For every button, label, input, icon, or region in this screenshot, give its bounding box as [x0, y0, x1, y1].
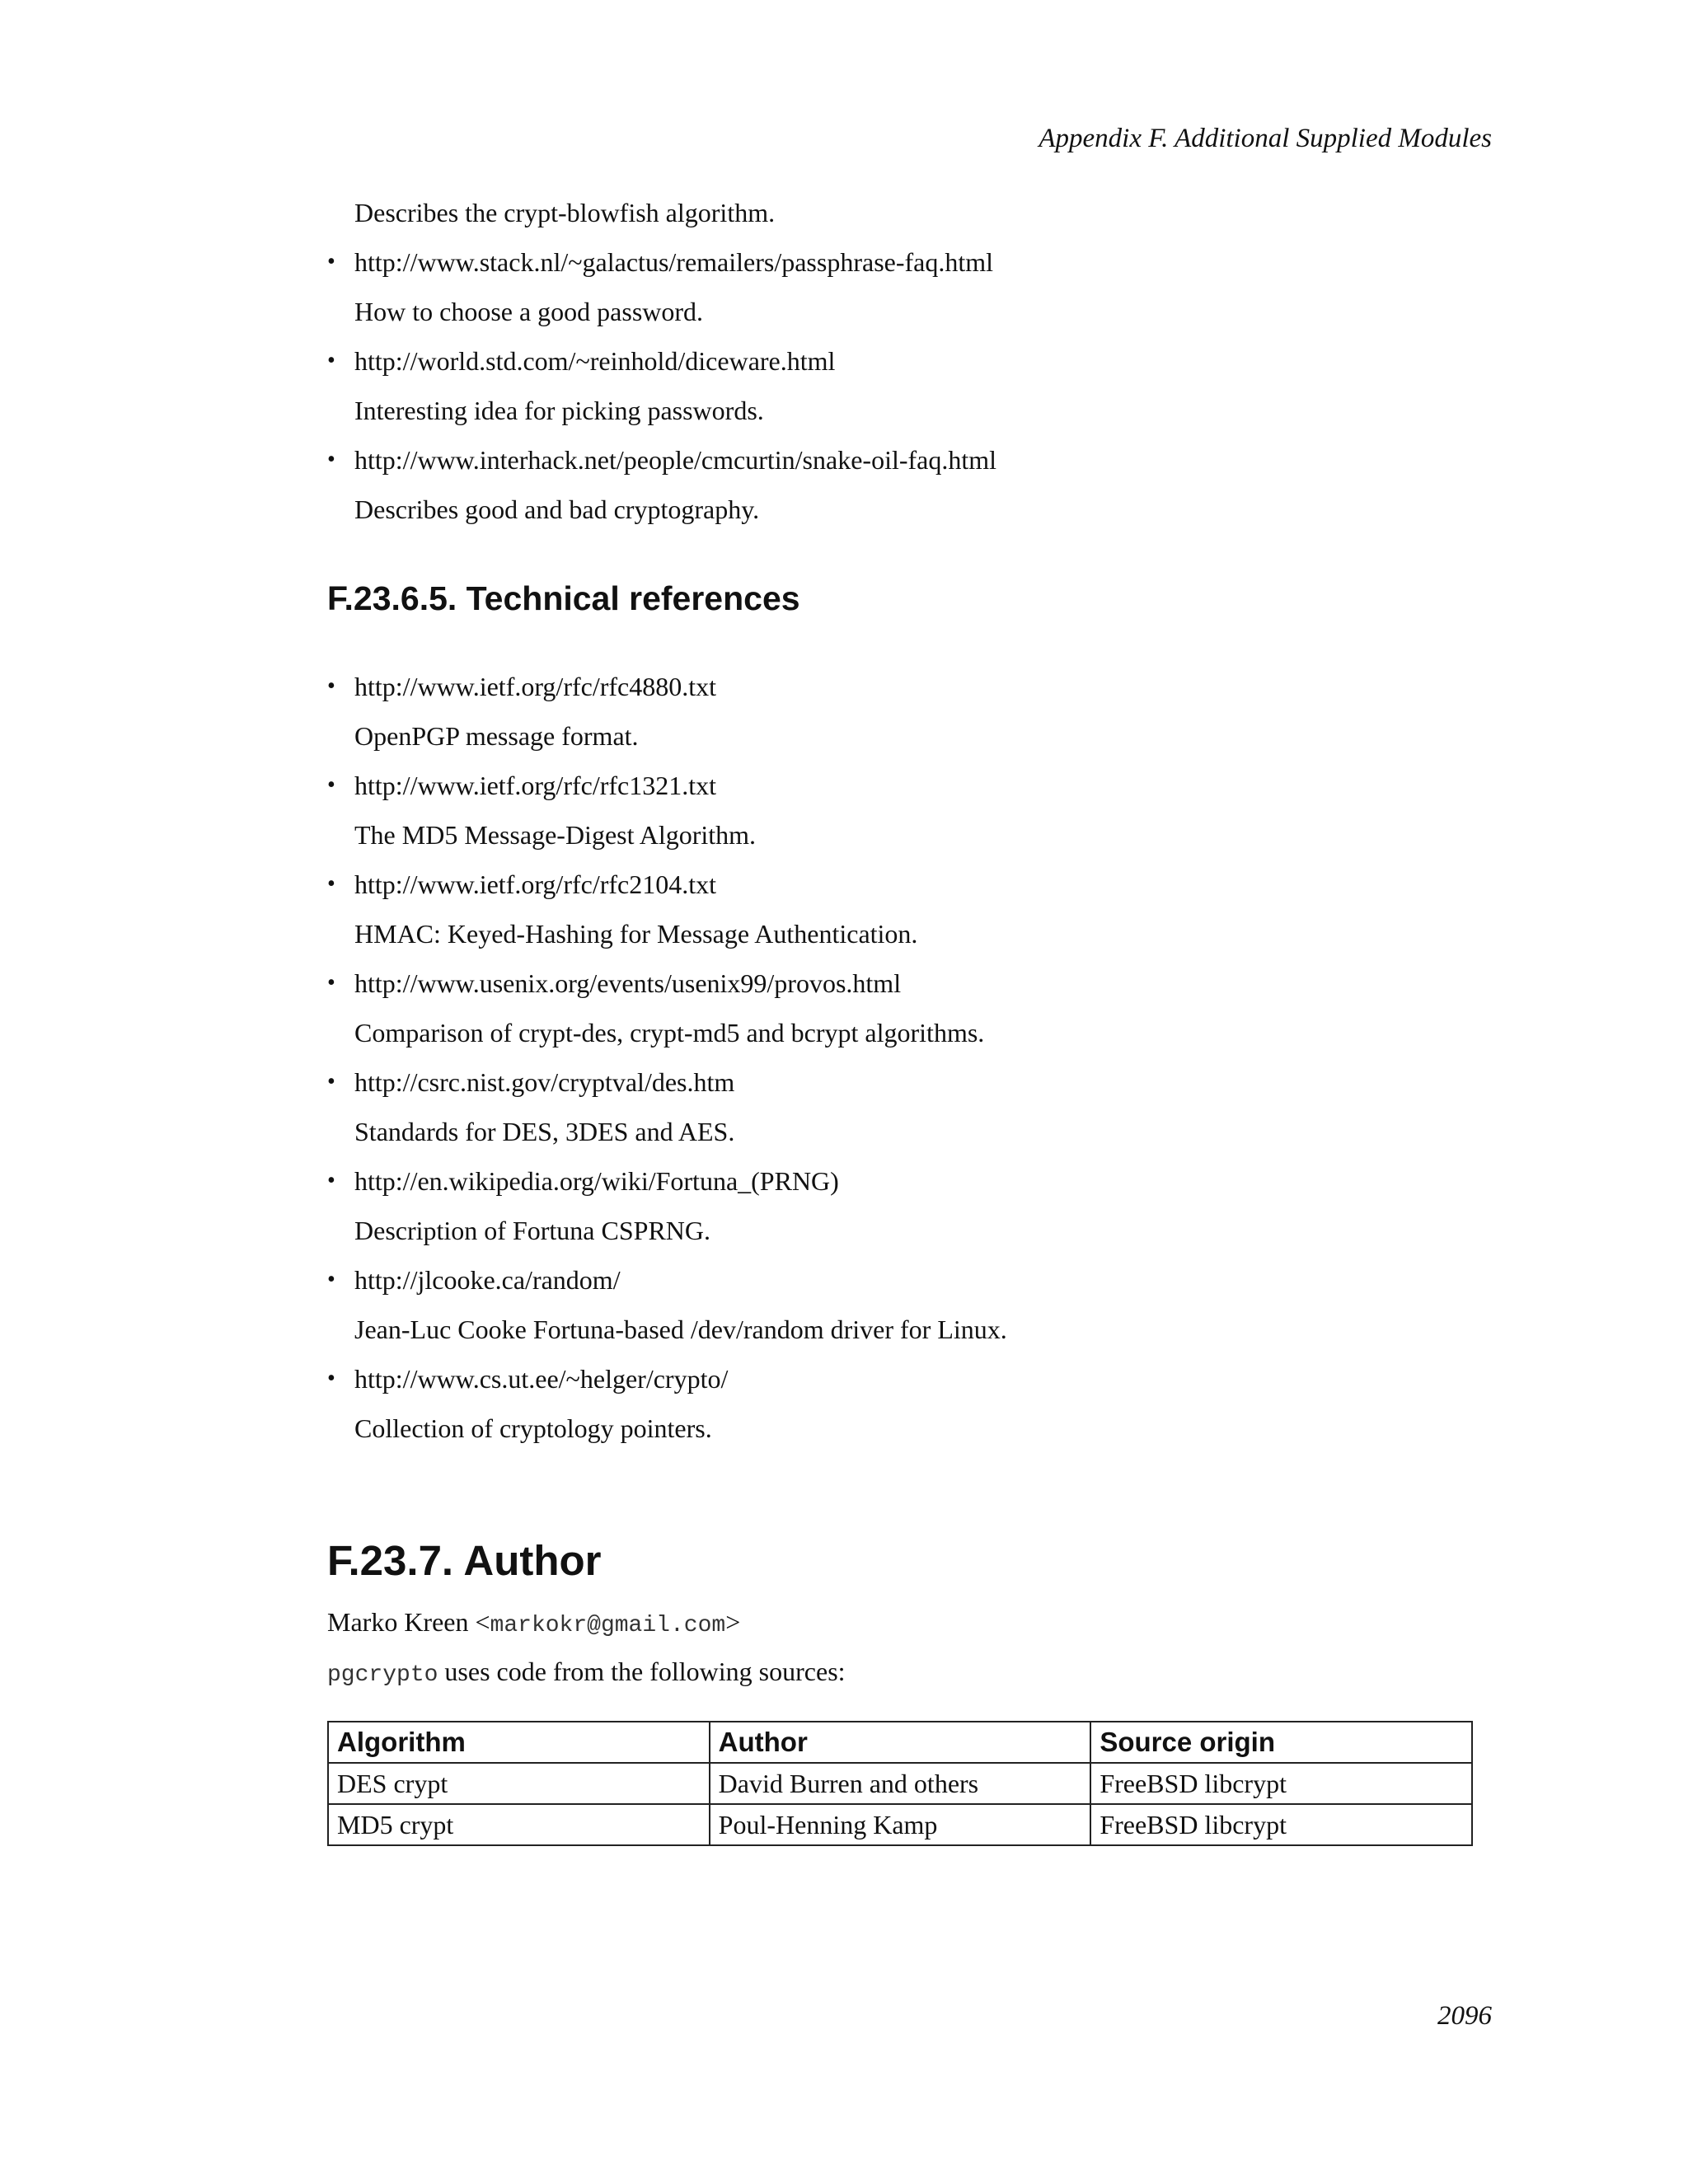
reference-url[interactable]: http://en.wikipedia.org/wiki/Fortuna_(PRNG)	[354, 1166, 839, 1197]
sources-intro-text: uses code from the following sources:	[438, 1657, 846, 1687]
reference-url[interactable]: http://www.usenix.org/events/usenix99/provos.html	[354, 968, 902, 999]
reference-url[interactable]: http://jlcooke.ca/random/	[354, 1265, 621, 1296]
table-cell: Poul-Henning Kamp	[710, 1804, 1091, 1845]
table-cell: FreeBSD libcrypt	[1090, 1763, 1472, 1804]
technical-reference-list	[327, 662, 1473, 1453]
table-row	[328, 1804, 1472, 1845]
email-close-bracket: >	[725, 1607, 741, 1638]
table-cell: FreeBSD libcrypt	[1090, 1804, 1472, 1845]
author-line	[327, 1597, 1473, 1647]
reference-url[interactable]: http://www.stack.nl/~galactus/remailers/passphrase-faq.html	[354, 247, 994, 277]
reference-url[interactable]: http://www.ietf.org/rfc/rfc1321.txt	[354, 771, 717, 801]
list-item	[327, 1255, 1473, 1354]
bullet-icon: •	[327, 871, 335, 898]
list-item	[327, 1057, 1473, 1156]
reference-url[interactable]: http://www.interhack.net/people/cmcurtin/snake-oil-faq.html	[354, 445, 997, 475]
bullet-icon: •	[327, 673, 335, 700]
module-name: pgcrypto	[327, 1662, 438, 1689]
list-item	[327, 761, 1473, 860]
list-item	[327, 237, 1473, 336]
author-heading: F.23.7. Author	[327, 1537, 602, 1585]
page-number: 2096	[1437, 2001, 1492, 2031]
list-item	[327, 1354, 1473, 1453]
reference-description: HMAC: Keyed-Hashing for Message Authentication.	[354, 919, 918, 949]
reference-url[interactable]: http://csrc.nist.gov/cryptval/des.htm	[354, 1067, 735, 1098]
table-row	[328, 1763, 1472, 1804]
reference-description: How to choose a good password.	[354, 297, 704, 326]
sources-intro	[327, 1647, 1473, 1696]
email-open-bracket: <	[475, 1607, 490, 1638]
bullet-icon: •	[327, 348, 335, 373]
reference-url[interactable]: http://www.cs.ut.ee/~helger/crypto/	[354, 1364, 729, 1394]
page-content	[327, 188, 1473, 1846]
reference-description: Collection of cryptology pointers.	[354, 1413, 712, 1444]
reference-description: Comparison of crypt-des, crypt-md5 and bcrypt algorithms.	[354, 1018, 985, 1048]
table-cell: MD5 crypt	[328, 1804, 710, 1845]
reference-description: Description of Fortuna CSPRNG.	[354, 1216, 710, 1246]
reference-description: OpenPGP message format.	[354, 721, 639, 752]
sources-table	[327, 1721, 1473, 1846]
list-item	[327, 662, 1473, 761]
reference-url[interactable]: http://world.std.com/~reinhold/diceware.html	[354, 346, 836, 376]
reference-description: Standards for DES, 3DES and AES.	[354, 1117, 735, 1147]
bullet-icon: •	[327, 1168, 335, 1194]
list-item	[327, 435, 1473, 534]
reference-description: Interesting idea for picking passwords.	[354, 396, 764, 425]
reference-description: Jean-Luc Cooke Fortuna-based /dev/random driver for Linux.	[354, 1315, 1007, 1345]
column-header-algorithm: Algorithm	[328, 1722, 710, 1763]
column-header-author: Author	[710, 1722, 1091, 1763]
author-email[interactable]: markokr@gmail.com	[490, 1613, 726, 1639]
bullet-icon: •	[327, 1069, 335, 1095]
general-reference-list	[327, 237, 1473, 534]
bullet-icon: •	[327, 447, 335, 472]
bullet-icon: •	[327, 772, 335, 799]
list-item	[327, 1156, 1473, 1255]
bullet-icon: •	[327, 1366, 335, 1392]
bullet-icon: •	[327, 1267, 335, 1293]
table-header-row	[328, 1722, 1472, 1763]
reference-url[interactable]: http://www.ietf.org/rfc/rfc4880.txt	[354, 672, 717, 702]
reference-description: The MD5 Message-Digest Algorithm.	[354, 820, 757, 851]
table-cell: David Burren and others	[710, 1763, 1091, 1804]
running-header: Appendix F. Additional Supplied Modules	[1039, 124, 1492, 153]
bullet-icon: •	[327, 970, 335, 996]
table-cell: DES crypt	[328, 1763, 710, 1804]
list-item	[327, 958, 1473, 1057]
column-header-source-origin: Source origin	[1090, 1722, 1472, 1763]
reference-url[interactable]: http://www.ietf.org/rfc/rfc2104.txt	[354, 869, 717, 900]
bullet-icon: •	[327, 249, 335, 274]
reference-description: Describes good and bad cryptography.	[354, 494, 760, 524]
continued-description: Describes the crypt-blowfish algorithm.	[354, 198, 776, 227]
list-item	[327, 336, 1473, 435]
author-name: Marko Kreen	[327, 1607, 469, 1638]
technical-references-heading: F.23.6.5. Technical references	[327, 579, 800, 617]
list-item	[327, 860, 1473, 958]
